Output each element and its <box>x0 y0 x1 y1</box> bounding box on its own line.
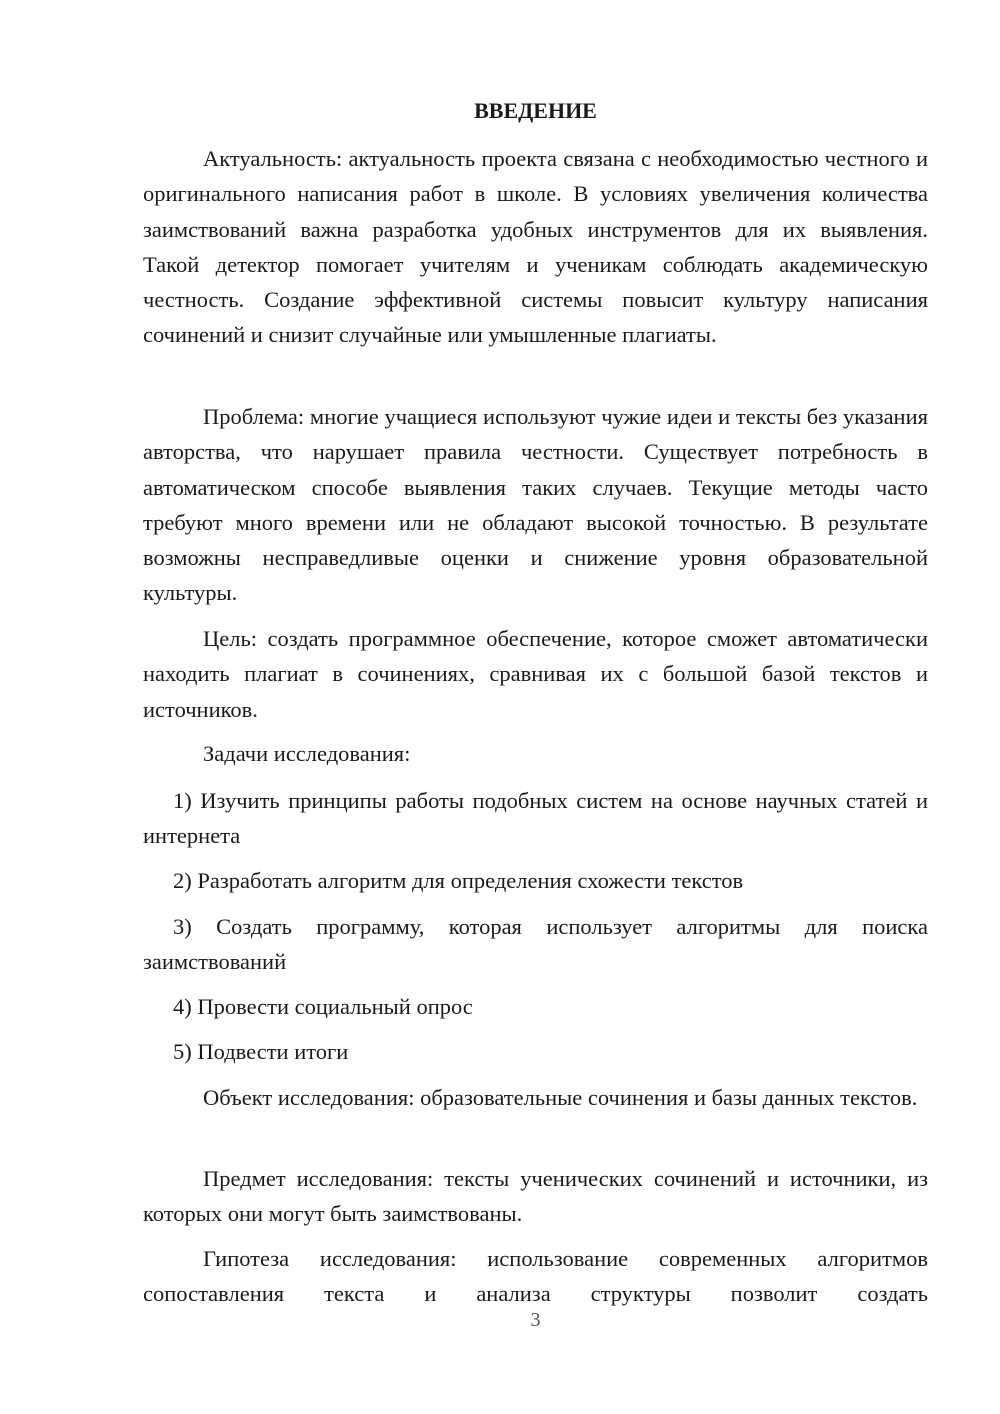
task-item: 4) Провести социальный опрос <box>173 994 473 1019</box>
paragraph-relevance: Актуальность: актуальность проекта связана с необходимостью честного и оригинального написания работ в школе. В условиях увеличения количества заимствований важна разработка удобных инструментов для их выявления. Такой детектор помогает учителям и ученикам соблюдать академическую честность. Создание эффективной системы повысит культуру написания сочинений и снизит случайные или умышленные плагиаты. <box>143 146 928 348</box>
task-item: 1) Изучить принципы работы подобных систем на основе научных статей и интернета <box>143 788 928 849</box>
page-number: 3 <box>530 1309 541 1331</box>
paragraph-goal: Цель: создать программное обеспечение, которое сможет автоматически находить плагиат в сочинениях, сравнивая их с большой базой текстов и источников. <box>143 626 928 722</box>
paragraph-object: Объект исследования: образовательные сочинения и базы данных текстов. <box>203 1085 918 1110</box>
tasks-heading: Задачи исследования: <box>203 741 411 766</box>
task-item: 5) Подвести итоги <box>173 1039 349 1064</box>
task-item: 2) Разработать алгоритм для определения схожести текстов <box>173 868 744 893</box>
paragraph-problem: Проблема: многие учащиеся используют чужие идеи и тексты без указания авторства, что нарушает правила честности. Существует потребность в автоматическом способе выявления таких случаев. Текущие методы часто требуют много времени или не обладают высокой точностью. В результате возможны несправедливые оценки и снижение уровня образовательной культуры. <box>143 404 928 606</box>
task-item: 3) Создать программу, которая использует алгоритмы для поиска заимствований <box>143 914 928 975</box>
paragraph-subject: Предмет исследования: тексты ученических сочинений и источники, из которых они могут быть заимствованы. <box>143 1166 928 1227</box>
paragraph-hypothesis: Гипотеза исследования: использование современных алгоритмов сопоставления текста и анализа структуры позволит создать <box>143 1246 928 1307</box>
section-heading: ВВЕДЕНИЕ <box>474 98 597 123</box>
